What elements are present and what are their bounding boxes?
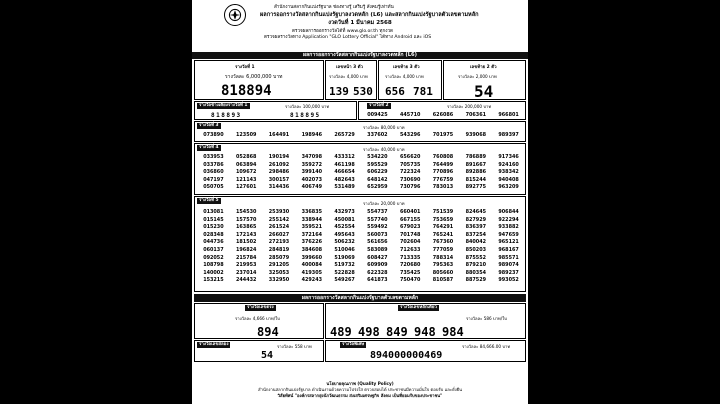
prize5-number: 336835: [301, 209, 322, 215]
prize5-number: 609909: [367, 262, 388, 269]
back2-label: เลขท้าย 2 ตัว: [470, 65, 497, 70]
prize5-number: 506232: [334, 239, 355, 246]
prize5-number: 153215: [203, 277, 224, 284]
prize1-number: 818894: [221, 83, 272, 99]
prize4-number: 461198: [334, 161, 355, 168]
prize5-number: 376226: [301, 239, 322, 246]
prize5-number: 285079: [268, 254, 290, 261]
front3-number-1: 139: [329, 85, 349, 98]
prize5-number: 108798: [203, 262, 224, 269]
prize5-number: 157570: [235, 216, 257, 223]
prize4-box: [194, 143, 526, 195]
section1-title: ผลการออกรางวัลสลากกินแบ่งรัฐบาลงวดหลัก (L6): [192, 52, 528, 59]
prize5-number: 933882: [498, 224, 519, 231]
prize5-number: 968167: [498, 246, 519, 253]
prize5-number: 432973: [334, 209, 355, 215]
back2-amount: รางวัลละ 2,000 บาท: [458, 74, 497, 79]
prize5-number: 788314: [432, 254, 454, 261]
prize5-number: 765241: [432, 231, 454, 238]
prize3-number: 543296: [399, 132, 421, 138]
prize5-number: 060137: [203, 246, 224, 253]
prize5-number: 554737: [367, 209, 388, 215]
prize5-number: 622328: [367, 269, 388, 276]
prize5-number: 989237: [498, 269, 519, 276]
digit2-amount: รางวัลละ 558 บาท: [277, 344, 312, 349]
prize4-number: 052868: [235, 154, 257, 160]
prize4-number: 760808: [432, 154, 454, 160]
header-title: ผลการออกรางวัลสลากกินแบ่งรัฐบาลงวดหลัก (L6) และสลากกินแบ่งรัฐบาลตัวเลขตามหลัก: [260, 12, 479, 18]
footer-line2: สำนักงานสลากกินแบ่งรัฐบาล ดำเนินงานด้วยความโปร่งใส ตรวจสอบได้ ประชาชนมีความมั่นใจ ตอบรับ และยั่งยืน: [258, 387, 462, 392]
prize4-number: 314436: [268, 184, 290, 191]
prize5-number: 452554: [334, 224, 355, 231]
digit3-label: รางวัลเลขหลักเดียว: [400, 305, 437, 310]
prize2-number: 626086: [432, 112, 454, 118]
prize2-number: 445710: [399, 112, 421, 118]
prize5-number: 750470: [399, 277, 421, 284]
prize5-number: 837254: [465, 231, 486, 238]
digit3-number-2: 498: [358, 325, 380, 339]
prize1-box: [194, 60, 324, 100]
prize5-number: 660401: [399, 209, 421, 215]
prize5-number: 735425: [399, 269, 421, 276]
prize5-number: 922294: [498, 216, 519, 223]
digit3-box: [325, 303, 526, 339]
prize5-number: 044736: [203, 239, 224, 246]
prize5-number: 219953: [235, 262, 257, 269]
prize4-number: 652959: [367, 184, 388, 191]
digit3-number-3: 849: [386, 325, 408, 339]
digit2-label: รางวัลเลขสลอง: [199, 342, 229, 347]
prize5-number: 196824: [235, 246, 257, 253]
prize4-number: 190194: [268, 154, 290, 160]
prize5-number: 751539: [432, 209, 454, 215]
front3-label: เลขหน้า 3 ตัว: [336, 65, 363, 70]
header: [192, 0, 528, 60]
digit3-number-4: 948: [414, 325, 436, 339]
prize4-number: 033786: [203, 161, 224, 168]
digit6-box: [194, 303, 324, 339]
prize2-number: 706361: [465, 112, 486, 118]
footer-line1: นโยบายคุณภาพ (Quality Policy): [326, 381, 394, 386]
prize5-number: 140002: [203, 269, 224, 276]
digit6-amount: รางวัลละ 4,666 บาท/ใบ: [235, 316, 280, 321]
prize2-number: 009425: [367, 112, 388, 118]
special-amount: รางวัลละ 84,666.00 บาท: [462, 344, 511, 349]
prize5-number: 985571: [498, 254, 519, 261]
prize3-label: รางวัลที่ 3: [199, 123, 219, 128]
prize5-number: 679023: [399, 224, 421, 231]
prize5-number: 713335: [399, 254, 421, 261]
prize4-number: 127601: [235, 184, 257, 191]
prize4-number: 770896: [432, 169, 454, 176]
prize3-number: 198946: [301, 132, 322, 138]
prize4-number: 261092: [268, 161, 290, 168]
near1-box: [194, 101, 357, 120]
back3-amount: รางวัลละ 4,000 บาท: [385, 74, 424, 79]
prize1-amount: รางวัลละ 6,000,000 บาท: [225, 74, 283, 80]
header-line1: สำนักงานสลากกินแบ่งรัฐบาล ช่องทางรู้ เสริมรู้ สังคมรู้เท่าทัน: [274, 5, 394, 10]
prize4-amount: รางวัลละ 40,000 บาท: [363, 147, 405, 152]
prize3-number: 265729: [334, 132, 355, 138]
prize5-number: 163865: [235, 224, 257, 231]
prize3-number: 073890: [203, 132, 224, 138]
prize4-number: 892886: [465, 169, 486, 176]
prize4-number: 121143: [235, 176, 257, 183]
prize5-amount: รางวัลละ 20,000 บาท: [363, 201, 405, 206]
prize4-number: 924160: [498, 161, 519, 168]
prize2-numbers: [361, 112, 525, 120]
digit3-number-5: 984: [442, 325, 464, 339]
prize4-number: 347098: [301, 154, 322, 160]
prize3-box: [194, 121, 526, 142]
prize5-number: 028348: [203, 231, 224, 238]
prize5-number: 372164: [301, 231, 322, 238]
prize4-number: 656620: [399, 154, 421, 160]
prize5-number: 266027: [268, 231, 290, 238]
back2-box: [443, 60, 526, 100]
prize4-number: 050705: [203, 184, 224, 191]
prize4-number: 036860: [203, 169, 224, 176]
near1-label: รางวัลข้างเคียงรางวัลที่ 1: [199, 103, 248, 108]
prize4-number: 300157: [268, 176, 290, 183]
prize5-number: 419305: [301, 269, 322, 276]
prize4-number: 047197: [203, 176, 224, 183]
prize3-amount: รางวัลละ 80,000 บาท: [363, 125, 405, 130]
prize5-box: [194, 196, 526, 292]
special-label: รางวัลพิเศษ: [342, 342, 365, 347]
near1-number-1: 818893: [211, 112, 242, 119]
prize5-number: 764291: [432, 224, 454, 231]
prize5-number: 359521: [301, 224, 322, 231]
prize4-number: 815244: [465, 176, 486, 183]
prize5-number: 561656: [367, 239, 388, 246]
back3-number-1: 656: [385, 85, 405, 98]
digit6-label: รางวัลเลขตรง: [247, 305, 274, 310]
digit2-box: [194, 340, 324, 362]
prize4-number: 359272: [301, 161, 322, 168]
prize5-number: 993052: [498, 277, 519, 284]
prize5-number: 712633: [399, 246, 421, 253]
prize5-label: รางวัลที่ 5: [199, 198, 219, 203]
prize5-number: 583089: [367, 246, 388, 253]
prize5-number: 237014: [235, 269, 257, 276]
prize5-number: 557740: [367, 216, 388, 223]
prize4-number: 776759: [432, 176, 454, 183]
prize2-label: รางวัลที่ 2: [369, 103, 389, 108]
prize4-number: 406749: [301, 184, 322, 191]
prize3-number: 701975: [432, 132, 454, 138]
prize5-number: 810587: [432, 277, 454, 284]
prize5-number: 450081: [334, 216, 355, 223]
prize4-number: 891667: [465, 161, 486, 168]
prize5-number: 753659: [432, 216, 454, 223]
digit6-number: 894: [257, 325, 279, 339]
prize5-number: 667155: [399, 216, 421, 223]
prize5-number: 338944: [301, 216, 322, 223]
prize5-number: 880354: [465, 269, 486, 276]
prize5-number: 989074: [498, 262, 519, 269]
header-line5: ตรวจผลรางวัลทาง Application "GLO Lottery Official" ได้ทาง Android และ iOS: [264, 35, 432, 40]
prize4-number: 109672: [235, 169, 257, 176]
prize5-number: 291205: [268, 262, 290, 269]
prize5-number: 608427: [367, 254, 388, 261]
header-date: งวดวันที่ 1 มีนาคม 2568: [328, 20, 392, 26]
prize4-number: 595529: [367, 161, 388, 168]
prize5-number: 510046: [334, 246, 355, 253]
prize5-number: 875552: [465, 254, 486, 261]
back3-label: เลขท้าย 3 ตัว: [393, 65, 420, 70]
header-line4: ตรวจผลการออกรางวัลได้ที่ www.glo.or.th ทุกงวด: [292, 29, 394, 34]
prize5-number: 559492: [367, 224, 388, 231]
digit2-number: 54: [261, 350, 274, 361]
prize3-number: 989397: [498, 132, 519, 138]
prize5-number: 947659: [498, 231, 519, 238]
prize4-number: 730690: [399, 176, 421, 183]
prize5-number: 013081: [203, 209, 224, 215]
footer-line3: วิสัยทัศน์ "องค์กรสลากยุ่งนักวัฒนธรรม ส่งเสริมเศรษฐกิจ สังคม เป็นที่ยอมรับของประชาชน": [277, 393, 443, 398]
front3-box: [325, 60, 377, 100]
prize5-number: 519732: [334, 262, 355, 269]
near1-amount: รางวัลละ 100,000 บาท: [285, 104, 330, 109]
prize5-number: 332950: [268, 277, 290, 284]
prize4-number: 531489: [334, 184, 355, 191]
prize5-number: 840042: [465, 239, 486, 246]
prize5-number: 384608: [301, 246, 322, 253]
prize4-label: รางวัลที่ 4: [199, 145, 219, 150]
near1-number-2: 818895: [290, 112, 321, 119]
prize4-number: 063894: [235, 161, 257, 168]
special-box: [325, 340, 526, 362]
prize5-number: 015230: [203, 224, 224, 231]
prize2-box: [358, 101, 526, 120]
prize5-number: 015145: [203, 216, 224, 223]
lottery-results-sheet: [192, 0, 528, 404]
prize5-number: 560073: [367, 231, 388, 238]
prize5-number: 906844: [498, 209, 519, 215]
prize5-number: 325053: [268, 269, 290, 276]
prize5-number: 092052: [203, 254, 224, 261]
prize1-label: รางวัลที่ 1: [235, 65, 255, 70]
prize5-number: 522828: [334, 269, 355, 276]
prize5-number: 172143: [235, 231, 257, 238]
prize5-number: 261524: [268, 224, 290, 231]
prize5-number: 253930: [268, 209, 290, 215]
prize3-number: 164491: [268, 132, 290, 138]
prize4-number: 482643: [334, 176, 355, 183]
digit3-amount: รางวัลละ 586 บาท/ใบ: [466, 316, 507, 321]
prize2-amount: รางวัลละ 200,000 บาท: [447, 104, 492, 109]
prize5-number: 400084: [301, 262, 322, 269]
prize4-number: 938342: [498, 169, 519, 176]
prize5-number: 429243: [301, 277, 322, 284]
prize4-number: 466654: [334, 169, 355, 176]
prize5-number: 215784: [235, 254, 257, 261]
prize5-number: 824645: [465, 209, 486, 215]
prize4-number: 722324: [399, 169, 421, 176]
prize5-number: 850203: [465, 246, 486, 253]
prize5-number: 549267: [334, 277, 355, 284]
prize4-number: 917346: [498, 154, 519, 160]
prize5-number: 720680: [399, 262, 421, 269]
section2-title: ผลการออกรางวัลสลากกินแบ่งรัฐบาลตัวเลขตามหลัก: [194, 294, 526, 302]
back3-number-2: 781: [413, 85, 433, 98]
prize5-number: 795363: [432, 262, 454, 269]
back3-box: [378, 60, 442, 100]
prize4-number: 033953: [203, 154, 224, 160]
prize3-numbers: [197, 132, 525, 140]
prize5-number: 965121: [498, 239, 519, 246]
prize5-number: 827929: [465, 216, 486, 223]
prize3-number: 123509: [235, 132, 257, 138]
prize4-number: 648142: [367, 176, 388, 183]
prize5-number: 777059: [432, 246, 454, 253]
prize5-number: 701748: [399, 231, 421, 238]
prize5-number: 399660: [301, 254, 322, 261]
prize5-number: 836397: [465, 224, 486, 231]
prize5-number: 519069: [334, 254, 355, 261]
front3-number-2: 530: [353, 85, 373, 98]
prize4-number: 730796: [399, 184, 421, 191]
prize5-numbers: [197, 209, 525, 285]
prize4-number: 606229: [367, 169, 388, 176]
prize4-number: 940408: [498, 176, 519, 183]
prize5-number: 255142: [268, 216, 290, 223]
prize3-number: 337602: [367, 132, 388, 138]
prize4-number: 764499: [432, 161, 454, 168]
prize4-number: 783013: [432, 184, 454, 191]
front3-amount: รางวัลละ 4,000 บาท: [329, 74, 368, 79]
prize4-number: 534220: [367, 154, 388, 160]
prize5-number: 641873: [367, 277, 388, 284]
prize5-number: 272193: [268, 239, 290, 246]
prize5-number: 879210: [465, 262, 486, 269]
prize5-number: 284819: [268, 246, 290, 253]
prize5-number: 767360: [432, 239, 454, 246]
prize4-number: 705735: [399, 161, 421, 168]
prize2-number: 966801: [498, 112, 519, 118]
prize5-number: 495643: [334, 231, 355, 238]
prize4-number: 402073: [301, 176, 322, 183]
prize4-numbers: [197, 154, 525, 192]
digit3-number-1: 489: [330, 325, 352, 339]
prize4-number: 433312: [334, 154, 355, 160]
prize4-number: 892775: [465, 184, 486, 191]
back2-number: 54: [474, 82, 494, 101]
prize5-number: 244432: [235, 277, 257, 284]
prize5-number: 181502: [235, 239, 257, 246]
prize5-number: 702604: [399, 239, 421, 246]
special-number: 894000000469: [370, 350, 443, 361]
prize5-number: 154530: [235, 209, 257, 215]
prize4-number: 298486: [268, 169, 290, 176]
prize5-number: 805660: [432, 269, 454, 276]
prize5-number: 887529: [465, 277, 486, 284]
prize3-number: 939068: [465, 132, 486, 138]
prize4-number: 399140: [301, 169, 322, 176]
prize4-number: 963209: [498, 184, 519, 191]
prize4-number: 786889: [465, 154, 486, 160]
